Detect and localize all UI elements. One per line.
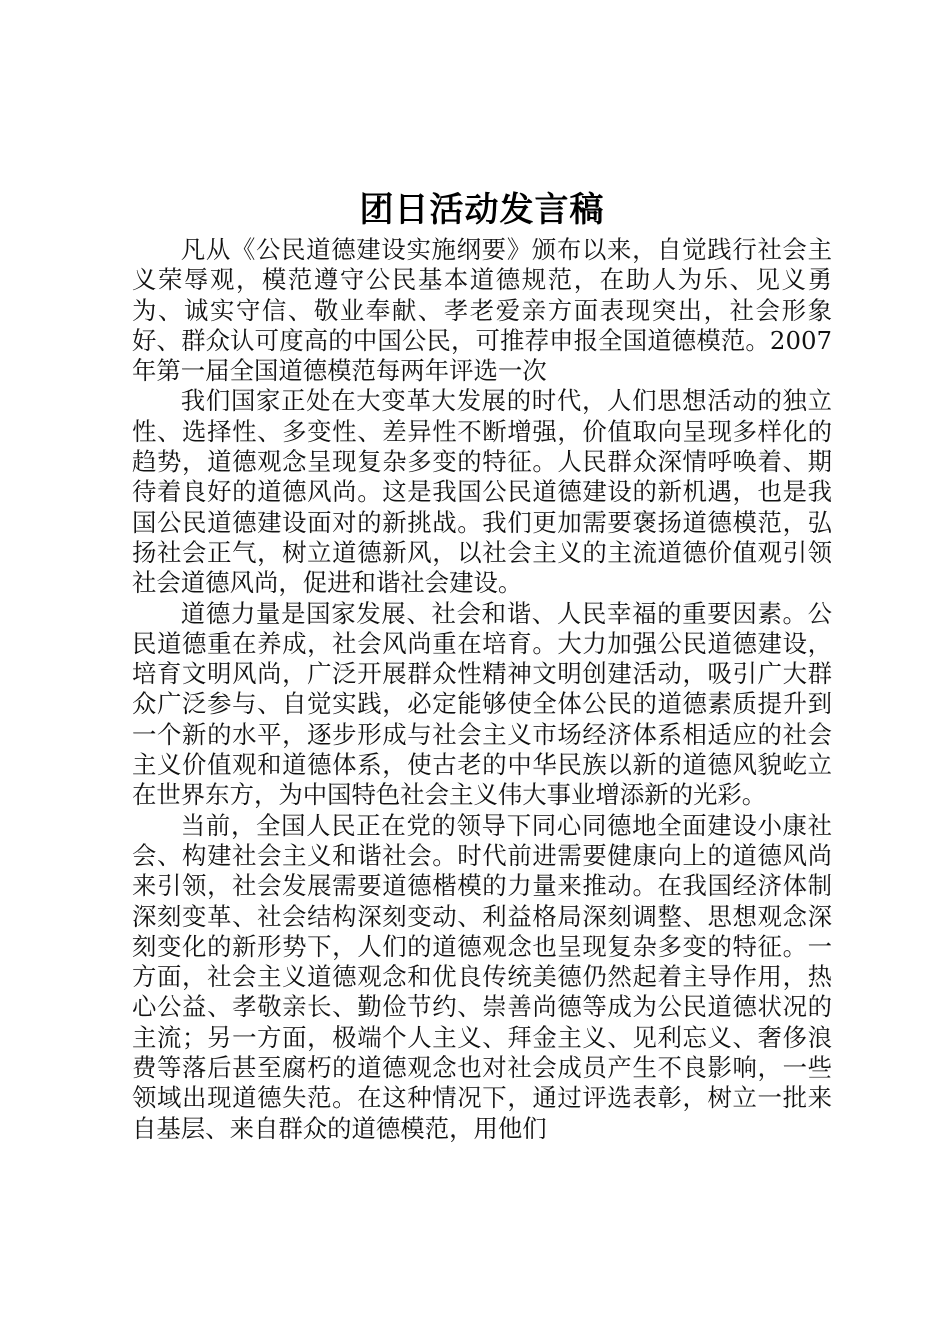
- document-body: [132, 185, 832, 1144]
- paragraph-2: 我们国家正处在大变革大发展的时代，人们思想活动的独立性、选择性、多变性、差异性不断增强，价值取向呈现多样化的趋势，道德观念呈现复杂多变的特征。人民群众深情呼唤着、期待着良好的道德风尚。这是我国公民道德建设的新机遇，也是我国公民道德建设面对的新挑战。我们更加需要褒扬道德模范，弘扬社会正气，树立道德新风，以社会主义的主流道德价值观引领社会道德风尚，促进和谐社会建设。: [132, 386, 832, 598]
- paragraph-3: 道德力量是国家发展、社会和谐、人民幸福的重要因素。公民道德重在养成，社会风尚重在培育。大力加强公民道德建设，培育文明风尚，广泛开展群众性精神文明创建活动，吸引广大群众广泛参与、自觉实践，必定能够使全体公民的道德素质提升到一个新的水平，逐步形成与社会主义市场经济体系相适应的社会主义价值观和道德体系，使古老的中华民族以新的道德风貌屹立在世界东方，为中国特色社会主义伟大事业增添新的光彩。: [132, 598, 832, 810]
- paragraph-1: 凡从《公民道德建设实施纲要》颁布以来，自觉践行社会主义荣辱观，模范遵守公民基本道德规范，在助人为乐、见义勇为、诚实守信、敬业奉献、孝老爱亲方面表现突出，社会形象好、群众认可度高的中国公民，可推荐申报全国道德模范。2007年第一届全国道德模范每两年评选一次: [132, 235, 832, 386]
- document-title: 团日活动发言稿: [359, 190, 605, 230]
- paragraph-4: 当前，全国人民正在党的领导下同心同德地全面建设小康社会、构建社会主义和谐社会。时代前进需要健康向上的道德风尚来引领，社会发展需要道德楷模的力量来推动。在我国经济体制深刻变革、社会结构深刻变动、利益格局深刻调整、思想观念深刻变化的新形势下，人们的道德观念也呈现复杂多变的特征。一方面，社会主义道德观念和优良传统美德仍然起着主导作用，热心公益、孝敬亲长、勤俭节约、崇善尚德等成为公民道德状况的主流；另一方面，极端个人主义、拜金主义、见利忘义、奢侈浪费等落后甚至腐朽的道德观念也对社会成员产生不良影响，一些领域出现道德失范。在这种情况下，通过评选表彰，树立一批来自基层、来自群众的道德模范，用他们: [132, 810, 832, 1143]
